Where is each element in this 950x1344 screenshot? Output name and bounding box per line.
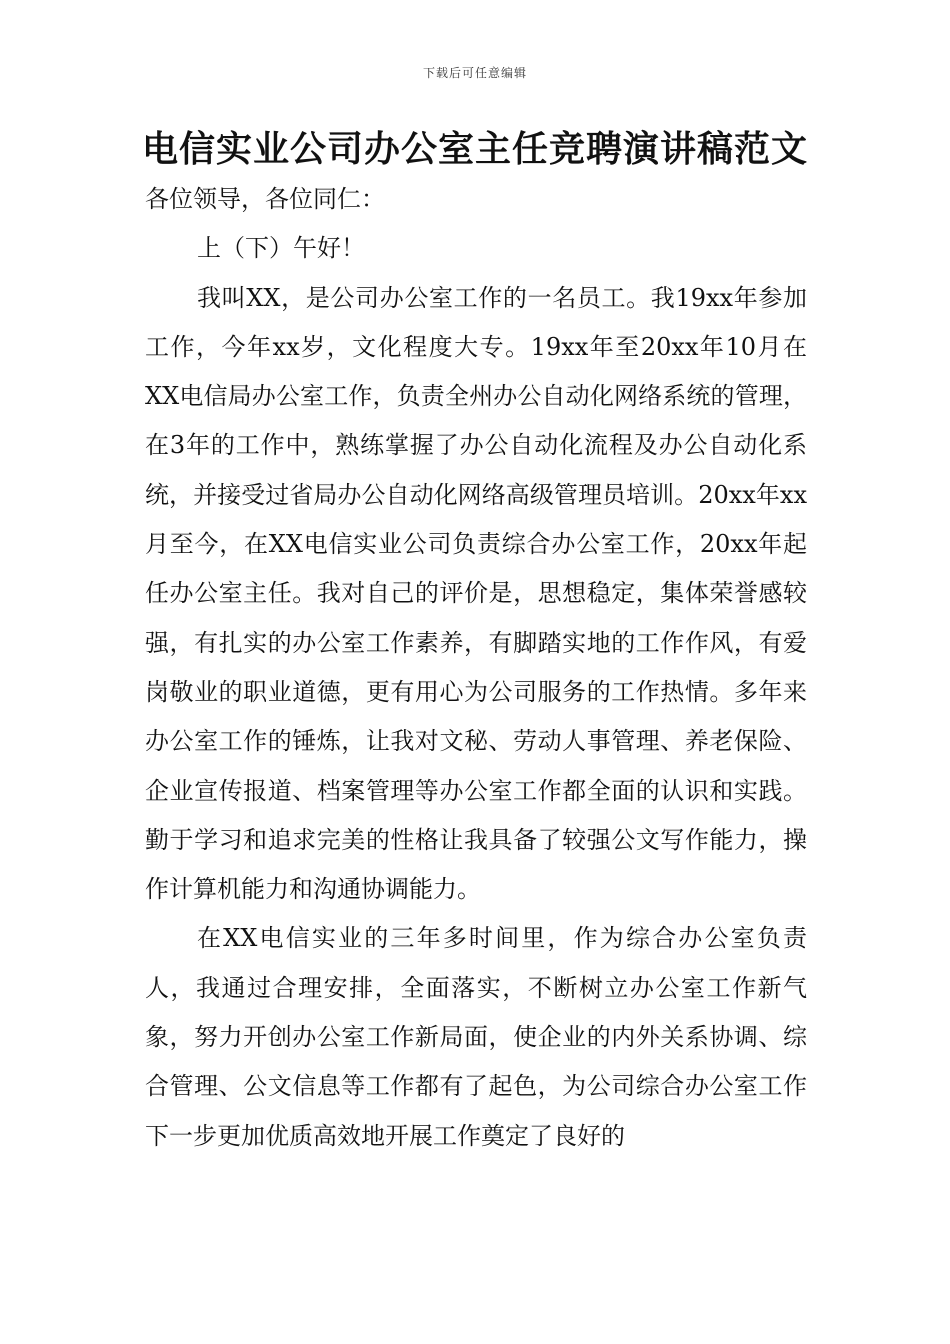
paragraph-intro: 我叫XX，是公司办公室工作的一名员工。我19xx年参加工作，今年xx岁，文化程度大专。19xx年至20xx年10月在XX电信局办公室工作，负责全州办公自动化网络系统的管理，在3年的工作中，熟练掌握了办公自动化流程及办公自动化系统，并接受过省局办公自动化网络高级管理员培训。20xx年xx月至今，在XX电信实业公司负责综合办公室工作，20xx年起任办公室主任。我对自己的评价是，思想稳定，集体荣誉感较强，有扎实的办公室工作素养，有脚踏实地的工作作风，有爱岗敬业的职业道德，更有用心为公司服务的工作热情。多年来办公室工作的锤炼，让我对文秘、劳动人事管理、养老保险、企业宣传报道、档案管理等办公室工作都全面的认识和实践。勤于学习和追求完美的性格让我具备了较强公文写作能力，操作计算机能力和沟通协调能力。 — [145, 283, 807, 904]
header-note: 下载后可任意编辑 — [422, 66, 527, 80]
document-title: 电信实业公司办公室主任竞聘演讲稿范文 — [141, 129, 808, 170]
greeting-line: 上（下）午好！ — [197, 234, 365, 263]
salutation: 各位领导，各位同仁： — [145, 185, 385, 213]
paragraph-experience: 在XX电信实业的三年多时间里，作为综合办公室负责人，我通过合理安排，全面落实，不断树立办公室工作新气象，努力开创办公室工作新局面，使企业的内外关系协调、综合管理、公文信息等工作都有了起色，为公司综合办公室工作下一步更加优质高效地开展工作奠定了良好的 — [145, 924, 807, 1150]
document-body — [145, 175, 807, 1161]
